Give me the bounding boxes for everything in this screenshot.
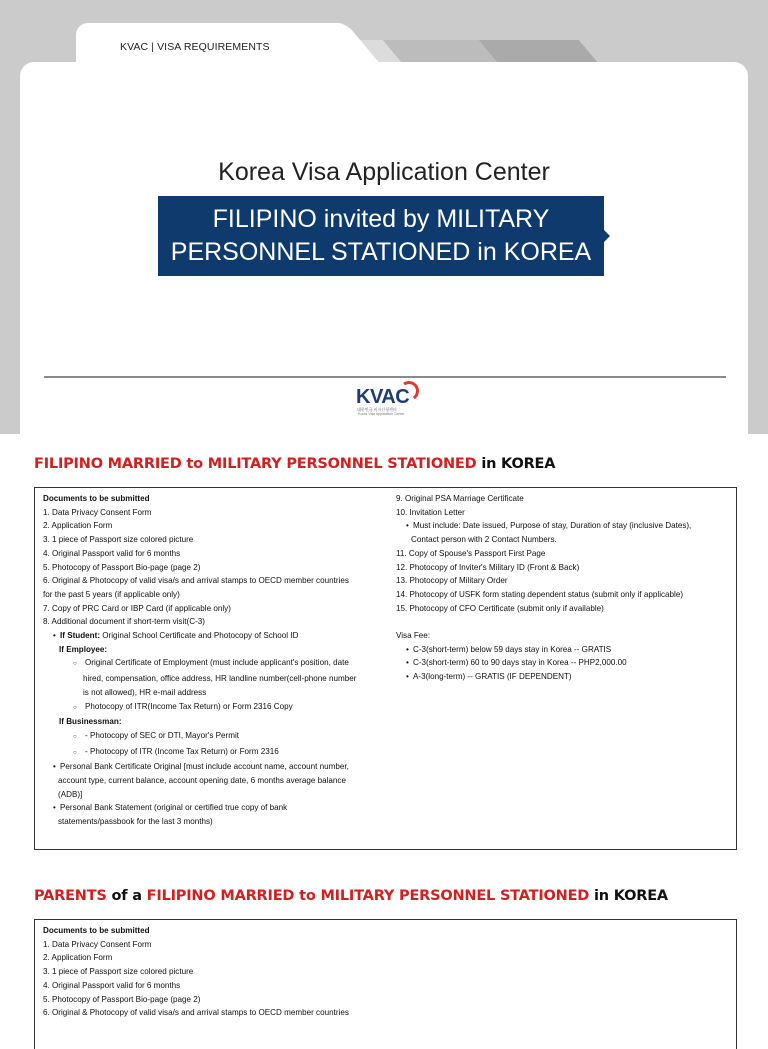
list-item: 15. Photocopy of CFO Certificate (submit only if available) [396,603,604,613]
center-title: Korea Visa Application Center [218,158,550,186]
list-item: 10. Invitation Letter [396,507,465,517]
list-item: 14. Photocopy of USFK form stating dependent status (submit only if applicable) [396,589,684,599]
list-item: 5. Photocopy of Passport Bio-page (page 2) [43,562,201,572]
list-item: ○ - Photocopy of SEC or DTI, Mayor's Permit [43,729,373,745]
list-item: ○ - Photocopy of ITR (Income Tax Return) or Form 2316 [43,745,373,761]
list-item: • If Student: Original School Certificate and Photocopy of School ID [43,629,373,643]
section-1-left-column [43,492,373,829]
kvac-logo [353,380,423,420]
visa-fee-item: • C-3(short-term) below 59 days stay in Korea -- GRATIS [396,643,726,657]
banner-line-1: FILIPINO invited by MILITARY [212,205,550,233]
list-item: 2. Application Form [43,521,113,531]
logo-subtitle: 대한민국 비자신청센터 [357,407,397,412]
banner-line-2: PERSONNEL STATIONED in KOREA [170,238,592,266]
list-item: 3. 1 piece of Passport size colored picture [43,967,194,977]
list-item: 12. Photocopy of Inviter's Military ID (Front & Back) [396,562,580,572]
list-item: 2. Application Form [43,953,113,963]
list-item: ○ Photocopy of ITR(Income Tax Return) or Form 2316 Copy [43,700,373,716]
section-2-title: PARENTS of a FILIPINO MARRIED to MILITARY PERSONNEL STATIONED in KOREA [34,888,668,904]
decor-stripe [479,40,597,62]
list-item: 6. Original & Photocopy of valid visa/s and arrival stamps to OECD member countries [43,576,349,586]
list-item: 11. Copy of Spouse's Passport First Page [396,548,546,558]
list-subheading: If Businessman: [59,717,122,727]
section-1-box [34,487,737,850]
list-item: account type, current balance, account opening date, 6 months average balance [58,776,346,786]
list-item: ○ Original Certificate of Employment (must include applicant's position, date [43,656,373,672]
list-item: hired, compensation, office address, HR landline number(cell-phone number [83,674,357,684]
list-item: 1. Data Privacy Consent Form [43,939,152,949]
list-item: is not allowed), HR e-mail address [83,687,207,697]
visa-fee-item: • A-3(long-term) -- GRATIS (IF DEPENDENT) [396,670,726,684]
list-item: 4. Original Passport valid for 6 months [43,980,181,990]
list-item: 7. Copy of PRC Card or IBP Card (if applicable only) [43,603,231,613]
list-item: • Personal Bank Statement (original or certified true copy of bank [43,801,373,815]
list-heading: Documents to be submitted [43,494,150,503]
logo-text: KVAC [356,386,410,408]
list-item: 3. 1 piece of Passport size colored picture [43,535,194,545]
header-band [0,0,768,434]
list-item: 6. Original & Photocopy of valid visa/s and arrival stamps to OECD member countries [43,1008,349,1018]
list-item: • Personal Bank Certificate Original [must include account name, account number, [43,760,373,774]
visa-fee-heading: Visa Fee: [396,631,431,641]
list-heading: Documents to be submitted [43,926,150,935]
divider [44,376,726,378]
list-item: Contact person with 2 Contact Numbers. [411,535,557,545]
visa-fee-item: • C-3(short-term) 60 to 90 days stay in Korea -- PHP2,000.00 [396,656,726,670]
header-tab-label: KVAC | VISA REQUIREMENTS [120,41,270,53]
spacer [396,615,726,629]
cover-card [20,62,748,442]
list-item: 9. Original PSA Marriage Certificate [396,494,524,503]
list-item: 1. Data Privacy Consent Form [43,507,152,517]
list-item: • Must include: Date issued, Purpose of stay, Duration of stay (inclusive Dates), [396,519,726,533]
section-2-box [34,919,737,1049]
section-1-title: FILIPINO MARRIED to MILITARY PERSONNEL STATIONED in KOREA [34,456,556,472]
list-item: 8. Additional document if short-term visit(C-3) [43,617,205,627]
list-item: statements/passbook for the last 3 months) [58,817,213,827]
list-item: (ADB)] [58,789,83,799]
title-banner [158,196,604,276]
list-subheading: If Employee: [59,644,108,654]
list-item: for the past 5 years (if applicable only) [43,589,180,599]
section-1-right-column [396,492,726,684]
list-item: 4. Original Passport valid for 6 months [43,548,181,558]
list-item: 5. Photocopy of Passport Bio-page (page 2) [43,994,201,1004]
logo-subtitle-en: Korea Visa Application Center [358,412,405,416]
section-2-left-column [43,924,373,1020]
list-item: 13. Photocopy of Military Order [396,576,508,586]
